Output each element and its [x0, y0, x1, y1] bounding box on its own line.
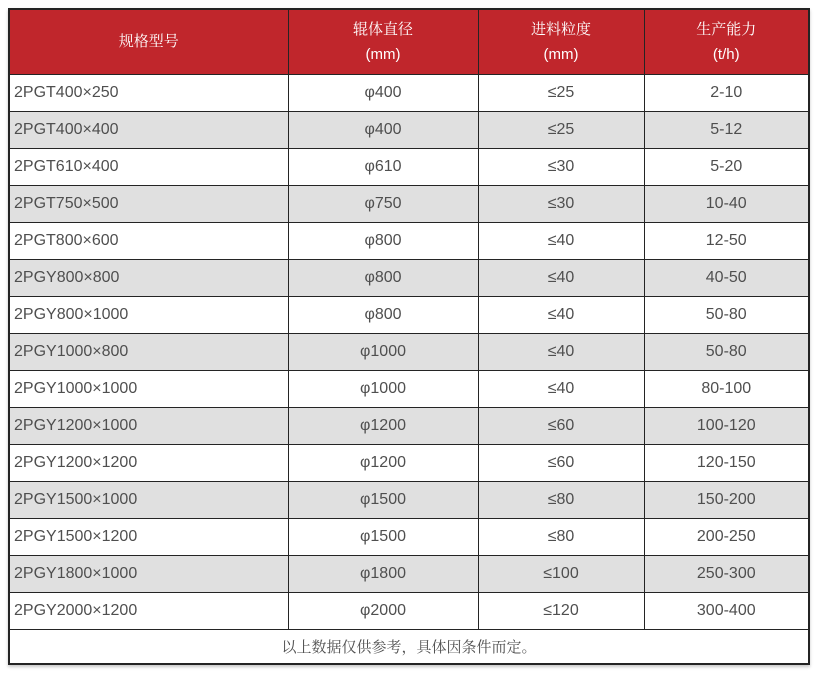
- feed-cell: ≤40: [478, 259, 644, 296]
- col-header-unit: (t/h): [712, 45, 740, 63]
- diameter-cell: φ1200: [288, 444, 478, 481]
- model-cell: 2PGY1500×1000: [9, 481, 288, 518]
- col-header-label: 规格型号: [118, 32, 179, 50]
- capacity-cell: 80-100: [644, 370, 809, 407]
- table-row: [9, 555, 809, 592]
- capacity-cell: 5-12: [644, 111, 809, 148]
- col-header-label: 生产能力: [696, 20, 757, 38]
- feed-cell: ≤60: [478, 444, 644, 481]
- model-cell: 2PGY1000×1000: [9, 370, 288, 407]
- capacity-cell: 50-80: [644, 296, 809, 333]
- diameter-cell: φ1500: [288, 518, 478, 555]
- footnote-row: [9, 629, 809, 664]
- col-header-unit: (mm): [365, 45, 401, 63]
- table-row: [9, 111, 809, 148]
- diameter-cell: φ1800: [288, 555, 478, 592]
- feed-cell: ≤25: [478, 74, 644, 111]
- diameter-cell: φ750: [288, 185, 478, 222]
- model-cell: 2PGT610×400: [9, 148, 288, 185]
- col-header-unit: (mm): [543, 45, 579, 63]
- capacity-cell: 40-50: [644, 259, 809, 296]
- capacity-cell: 10-40: [644, 185, 809, 222]
- footnote-text: 以上数据仅供参考，具体因条件而定。: [9, 629, 809, 664]
- table-row: [9, 259, 809, 296]
- diameter-cell: φ800: [288, 259, 478, 296]
- feed-cell: ≤40: [478, 222, 644, 259]
- model-cell: 2PGY800×800: [9, 259, 288, 296]
- diameter-cell: φ800: [288, 222, 478, 259]
- table-body: [9, 74, 809, 664]
- table-row: [9, 222, 809, 259]
- diameter-cell: φ400: [288, 111, 478, 148]
- feed-cell: ≤80: [478, 518, 644, 555]
- model-cell: 2PGY1200×1200: [9, 444, 288, 481]
- spec-table: [8, 8, 810, 665]
- table-row: [9, 74, 809, 111]
- feed-cell: ≤30: [478, 148, 644, 185]
- table-row: [9, 148, 809, 185]
- capacity-cell: 12-50: [644, 222, 809, 259]
- capacity-cell: 150-200: [644, 481, 809, 518]
- table-row: [9, 407, 809, 444]
- feed-cell: ≤30: [478, 185, 644, 222]
- diameter-cell: φ1000: [288, 370, 478, 407]
- feed-cell: ≤60: [478, 407, 644, 444]
- table-row: [9, 185, 809, 222]
- model-cell: 2PGY1500×1200: [9, 518, 288, 555]
- diameter-cell: φ2000: [288, 592, 478, 629]
- feed-cell: ≤40: [478, 333, 644, 370]
- diameter-cell: φ610: [288, 148, 478, 185]
- table-row: [9, 296, 809, 333]
- spec-table-container: [8, 8, 808, 665]
- diameter-cell: φ800: [288, 296, 478, 333]
- header-row: [9, 9, 809, 74]
- feed-cell: ≤40: [478, 370, 644, 407]
- table-row: [9, 370, 809, 407]
- model-cell: 2PGY1000×800: [9, 333, 288, 370]
- table-header: [9, 9, 809, 74]
- model-cell: 2PGY2000×1200: [9, 592, 288, 629]
- model-cell: 2PGT400×250: [9, 74, 288, 111]
- diameter-cell: φ1000: [288, 333, 478, 370]
- diameter-cell: φ1200: [288, 407, 478, 444]
- capacity-cell: 250-300: [644, 555, 809, 592]
- col-header-label: 进料粒度: [530, 20, 591, 38]
- capacity-cell: 300-400: [644, 592, 809, 629]
- capacity-cell: 50-80: [644, 333, 809, 370]
- feed-cell: ≤120: [478, 592, 644, 629]
- table-row: [9, 592, 809, 629]
- model-cell: 2PGT800×600: [9, 222, 288, 259]
- model-cell: 2PGY1800×1000: [9, 555, 288, 592]
- model-cell: 2PGY1200×1000: [9, 407, 288, 444]
- table-row: [9, 481, 809, 518]
- col-header-model: [9, 9, 288, 74]
- model-cell: 2PGT400×400: [9, 111, 288, 148]
- col-header-label: 辊体直径: [352, 20, 413, 38]
- col-header-diameter: [288, 9, 478, 74]
- col-header-capacity: [644, 9, 809, 74]
- model-cell: 2PGY800×1000: [9, 296, 288, 333]
- col-header-feed: [478, 9, 644, 74]
- capacity-cell: 2-10: [644, 74, 809, 111]
- feed-cell: ≤25: [478, 111, 644, 148]
- feed-cell: ≤40: [478, 296, 644, 333]
- feed-cell: ≤100: [478, 555, 644, 592]
- diameter-cell: φ1500: [288, 481, 478, 518]
- diameter-cell: φ400: [288, 74, 478, 111]
- table-row: [9, 444, 809, 481]
- model-cell: 2PGT750×500: [9, 185, 288, 222]
- capacity-cell: 120-150: [644, 444, 809, 481]
- feed-cell: ≤80: [478, 481, 644, 518]
- capacity-cell: 5-20: [644, 148, 809, 185]
- capacity-cell: 100-120: [644, 407, 809, 444]
- table-row: [9, 333, 809, 370]
- table-row: [9, 518, 809, 555]
- capacity-cell: 200-250: [644, 518, 809, 555]
